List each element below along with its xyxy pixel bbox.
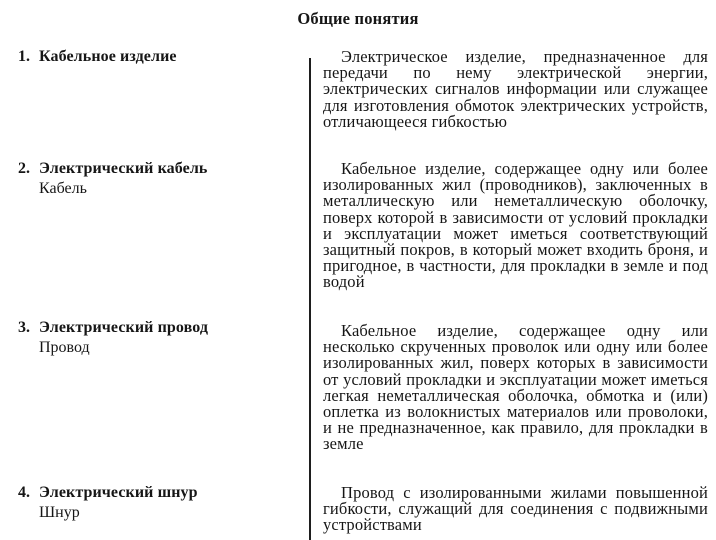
term-entry-4 [18,483,298,523]
term-name: Электрический провод [39,319,209,336]
term-definition-1: Электрическое изделие, предназначенное для передачи по нему электрической энергии, электрических сигналов информации или служащее для изготовления обмоток электрических устройств, отличающееся гибкостью [323,47,708,131]
term-definition-3: Кабельное изделие, содержащее одну или несколько скрученных проволок или одну или более изолированных жил, поверх которых в зависимости от условий прокладки и эксплуатации может иметься легкая неметаллическая оболочка, обмотка и (или) оплетка из волокнистых материалов или проволоки, и не предназначенное, как правило, для прокладки в земле [323,321,708,454]
term-name: Электрический шнур [39,484,198,501]
term-definition-2: Кабельное изделие, содержащее одну или более изолированных жил (проводников), заключенных в металлическую или неметаллическую оболочку, поверх которой в зависимости от условий прокладки и эксплуатации может иметься соответствующий защитный покров, в который может входить броня, и пригодное, в частности, для прокладки в земле и под водой [323,159,708,292]
term-definition-4: Провод с изолированными жилами повышенной гибкости, служащий для соединения с подвижными устройствами [323,483,708,535]
term-number: 4. [18,484,30,501]
term-entry-2 [18,159,298,199]
term-short-name: Провод [39,339,90,356]
term-name: Кабельное изделие [39,48,177,65]
column-divider [309,58,311,540]
term-entry-1 [18,47,298,67]
term-name: Электрический кабель [39,160,208,177]
page-heading: Общие понятия [297,9,419,28]
term-number: 1. [18,48,30,65]
term-short-name: Шнур [39,504,80,521]
term-entry-3 [18,318,298,358]
term-number: 3. [18,319,30,336]
term-number: 2. [18,160,30,177]
term-short-name: Кабель [39,180,87,197]
